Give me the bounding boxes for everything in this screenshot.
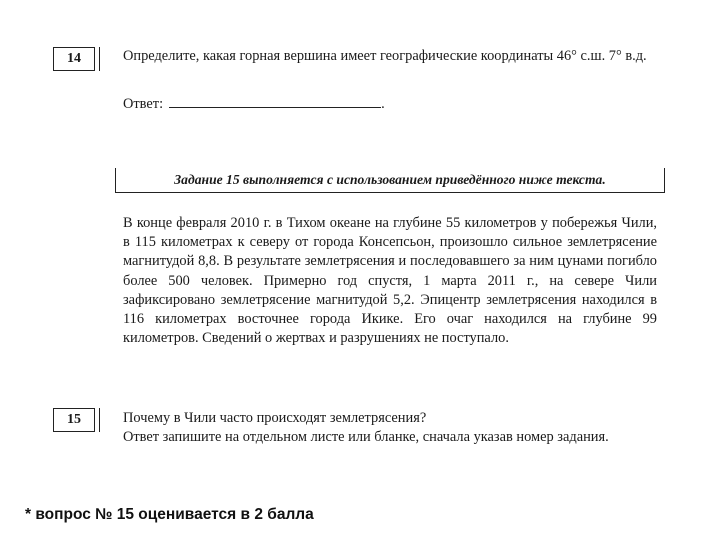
instruction-text: Задание 15 выполняется с использованием приведённого ниже текста.: [174, 172, 606, 187]
task-14-question: [123, 47, 657, 66]
answer-label: Ответ:: [123, 96, 164, 112]
answer-suffix: .: [381, 96, 385, 112]
passage-content: В конце февраля 2010 г. в Тихом океане на глубине 55 километров у побережья Чили, в 115 километрах к северу от города Консепсьон, произошло сильное землетрясение магнитудой 8,8. В результате землетрясения и последовавшего за ним цунами погибло более 500 человек. Примерно год спустя, 1 марта 2011 г., на севере Чили зафиксировано землетрясение магнитудой 5,2. Эпицентр землетрясения находился в 116 километрах восточнее города Икике. Его очаг находился на глубине 99 километров. Сведений о жертвах и разрушениях не поступало.: [123, 215, 657, 347]
task-14-number: 14: [53, 47, 95, 71]
passage-text: [123, 214, 657, 348]
task-15-number: 15: [53, 408, 95, 432]
answer-field[interactable]: [169, 93, 381, 108]
instruction-box: [115, 168, 665, 193]
task-14-question-text: Определите, какая горная вершина имеет географические координаты 46° с.ш. 7° в.д.: [123, 48, 647, 64]
task-14-answer: [123, 93, 657, 114]
task-15-question-text: Почему в Чили часто происходят землетрясения?: [123, 410, 427, 426]
task-15-question: [123, 409, 657, 447]
task-15-instruction-text: Ответ запишите на отдельном листе или бланке, сначала указав номер задания.: [123, 429, 609, 446]
footnote: * вопрос № 15 оценивается в 2 балла: [25, 506, 314, 523]
